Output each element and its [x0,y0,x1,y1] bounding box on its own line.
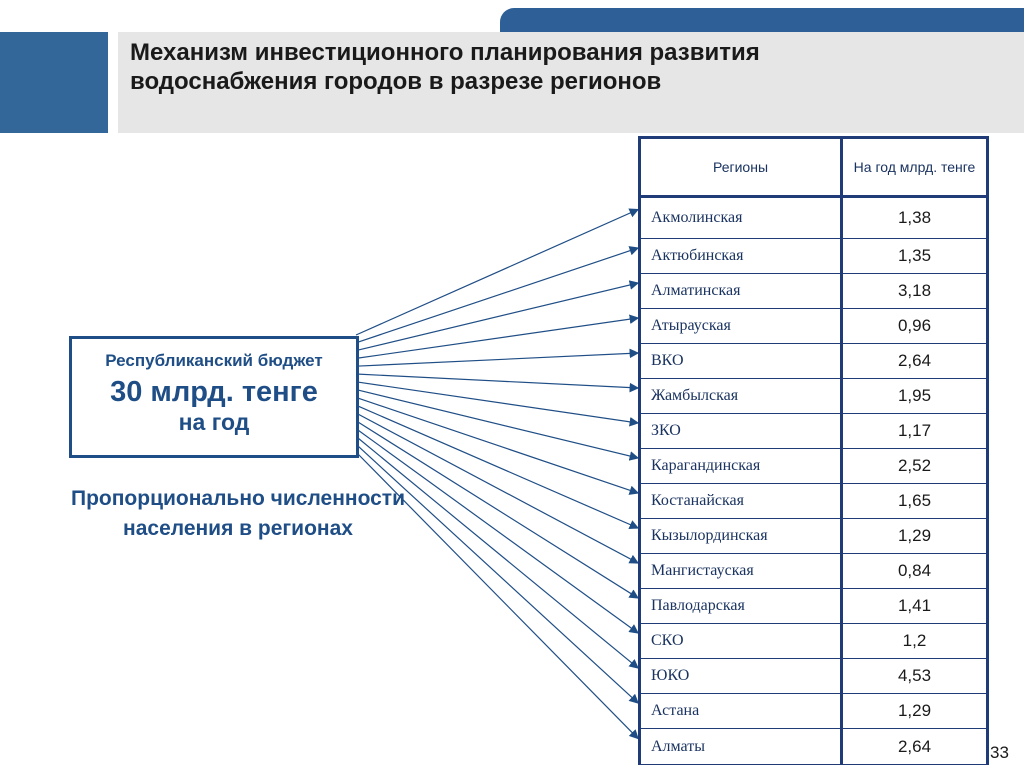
table-row [640,414,988,449]
region-name-cell: Кызылординская [640,519,842,554]
region-value-cell: 1,29 [842,519,988,554]
region-name-cell: Костанайская [640,484,842,519]
region-value-cell: 1,95 [842,379,988,414]
region-name-cell: Атырауская [640,309,842,344]
table-row [640,449,988,484]
region-value-cell: 1,17 [842,414,988,449]
region-value-cell: 4,53 [842,659,988,694]
region-value-cell: 3,18 [842,274,988,309]
regions-table [638,136,989,765]
region-name-cell: ЮКО [640,659,842,694]
region-name-cell: Павлодарская [640,589,842,624]
table-row [640,554,988,589]
region-name-cell: ВКО [640,344,842,379]
budget-amount: 30 млрд. тенге [110,376,318,408]
region-value-cell: 1,2 [842,624,988,659]
region-value-cell: 0,96 [842,309,988,344]
table-row [640,519,988,554]
budget-box [69,336,359,458]
allocation-arrow [356,353,638,366]
table-row [640,274,988,309]
table-row [640,197,988,239]
region-name-cell: Астана [640,694,842,729]
allocation-arrow [356,436,638,668]
region-name-cell: СКО [640,624,842,659]
budget-label: Республиканский бюджет [105,351,323,370]
allocation-arrow [356,397,638,493]
region-value-cell: 0,84 [842,554,988,589]
allocation-arrow [356,210,638,336]
allocation-note: Пропорционально численности населения в регионах [70,487,405,540]
allocation-arrow [356,374,638,388]
region-name-cell: Акмолинская [640,197,842,239]
page-number: 33 [990,743,1009,762]
table-row [640,309,988,344]
table-row [640,694,988,729]
table-header-row [640,138,988,197]
allocation-arrow [356,382,638,423]
table-row [640,659,988,694]
table-row [640,589,988,624]
table-row [640,379,988,414]
region-value-cell: 1,29 [842,694,988,729]
region-name-cell: Жамбылская [640,379,842,414]
region-value-cell: 1,38 [842,197,988,239]
region-value-cell: 1,65 [842,484,988,519]
table-row [640,729,988,765]
region-value-cell: 1,41 [842,589,988,624]
region-name-cell: Алматы [640,729,842,765]
budget-period: на год [178,409,250,435]
region-name-cell: Актюбинская [640,239,842,274]
table-row [640,484,988,519]
region-value-cell: 2,52 [842,449,988,484]
region-name-cell: Алматинская [640,274,842,309]
table-row [640,344,988,379]
table-row [640,239,988,274]
slide-title: Механизм инвестиционного планирования развития водоснабжения городов в разрезе регионов [130,39,760,95]
table-body [640,197,988,765]
table-row [640,624,988,659]
region-name-cell: ЗКО [640,414,842,449]
region-value-cell: 2,64 [842,729,988,765]
allocation-arrow [356,318,638,358]
region-value-cell: 1,35 [842,239,988,274]
region-name-cell: Карагандинская [640,449,842,484]
region-name-cell: Мангистауская [640,554,842,589]
column-header-region: Регионы [640,138,842,197]
region-value-cell: 2,64 [842,344,988,379]
column-header-value: На год млрд. тенге [842,138,988,197]
allocation-arrow [356,248,638,343]
